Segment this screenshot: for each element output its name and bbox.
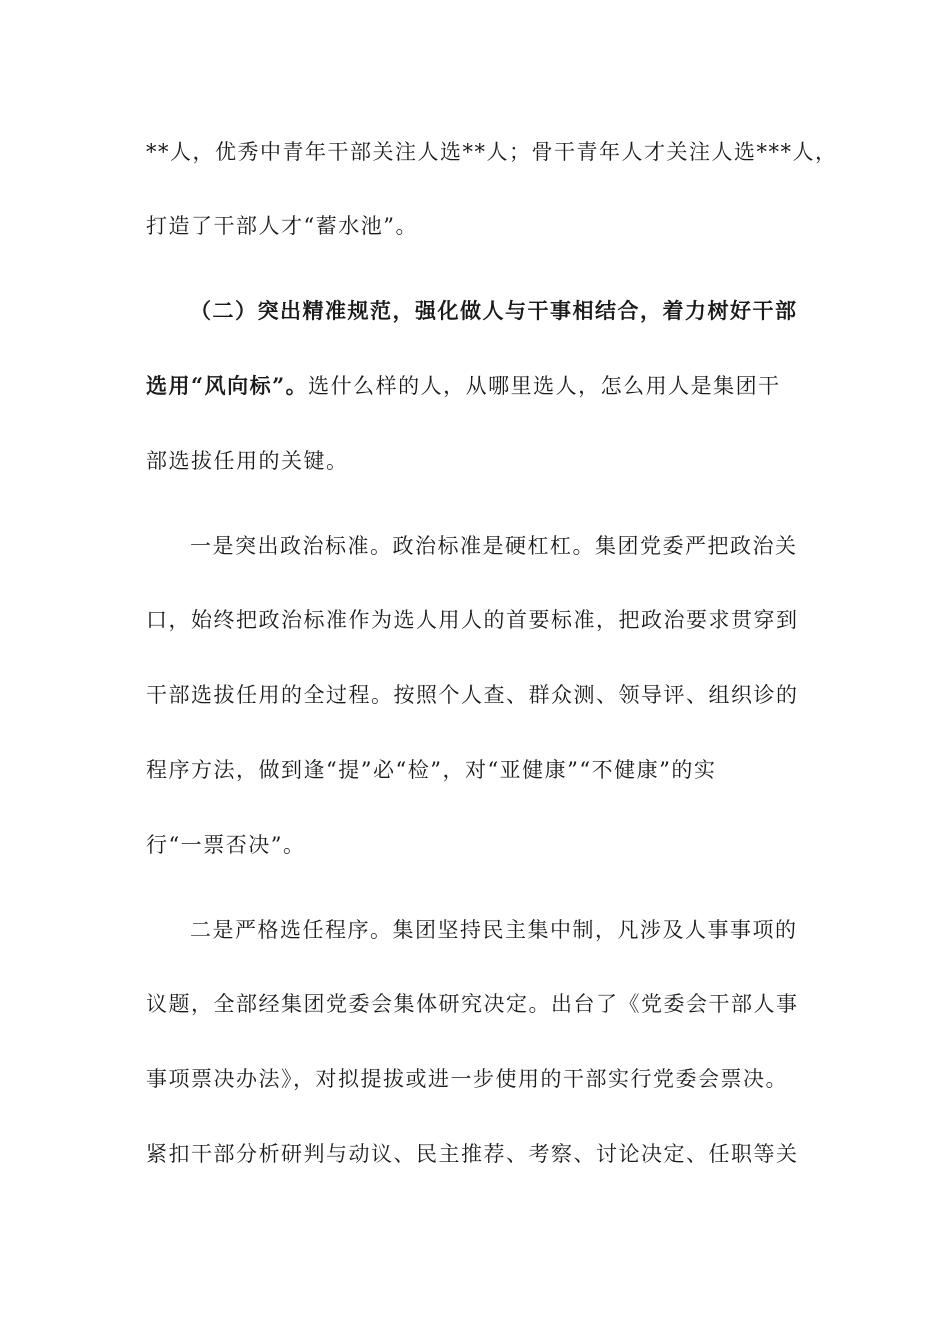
- body-text-line: 议题，全部经集团党委会集体研究决定。出台了《党委会干部人事: [146, 992, 799, 1016]
- body-text-line: 打造了干部人才“蓄水池”。: [146, 214, 418, 238]
- body-text-line: 程序方法，做到逢“提”必“检”，对“亚健康”“不健康”的实: [146, 758, 717, 782]
- body-text-line: 紧扣干部分析研判与动议、民主推荐、考察、讨论决定、任职等关: [146, 1142, 799, 1166]
- body-text-line: 事项票决办法》，对拟提拔或进一步使用的干部实行党委会票决。: [146, 1067, 788, 1091]
- body-text-line: **人，优秀中青年干部关注人选**人；骨干青年人才关注人选***人，: [146, 140, 838, 164]
- paragraph-start-line: 一是突出政治标准。政治标准是硬杠杠。集团党委严把政治关: [190, 534, 798, 558]
- body-text-line: 部选拔任用的关键。: [146, 449, 349, 473]
- body-text-line: 行“一票否决”。: [146, 833, 306, 857]
- body-text-line: 口，始终把政治标准作为选人用人的首要标准，把政治要求贯穿到: [146, 608, 799, 632]
- body-text-line: 干部选拔任用的全过程。按照个人查、群众测、领导评、组织诊的: [146, 683, 799, 707]
- section-heading-tail: 选用“风向标”。: [146, 373, 309, 398]
- section-heading-line: （二）突出精准规范，强化做人与干事相结合，着力树好干部: [190, 298, 798, 323]
- section-heading-continued: [146, 372, 806, 400]
- body-text-span: 选什么样的人，从哪里选人，怎么用人是集团干: [308, 374, 781, 398]
- paragraph-start-line: 二是严格选任程序。集团坚持民主集中制，凡涉及人事事项的: [190, 918, 798, 942]
